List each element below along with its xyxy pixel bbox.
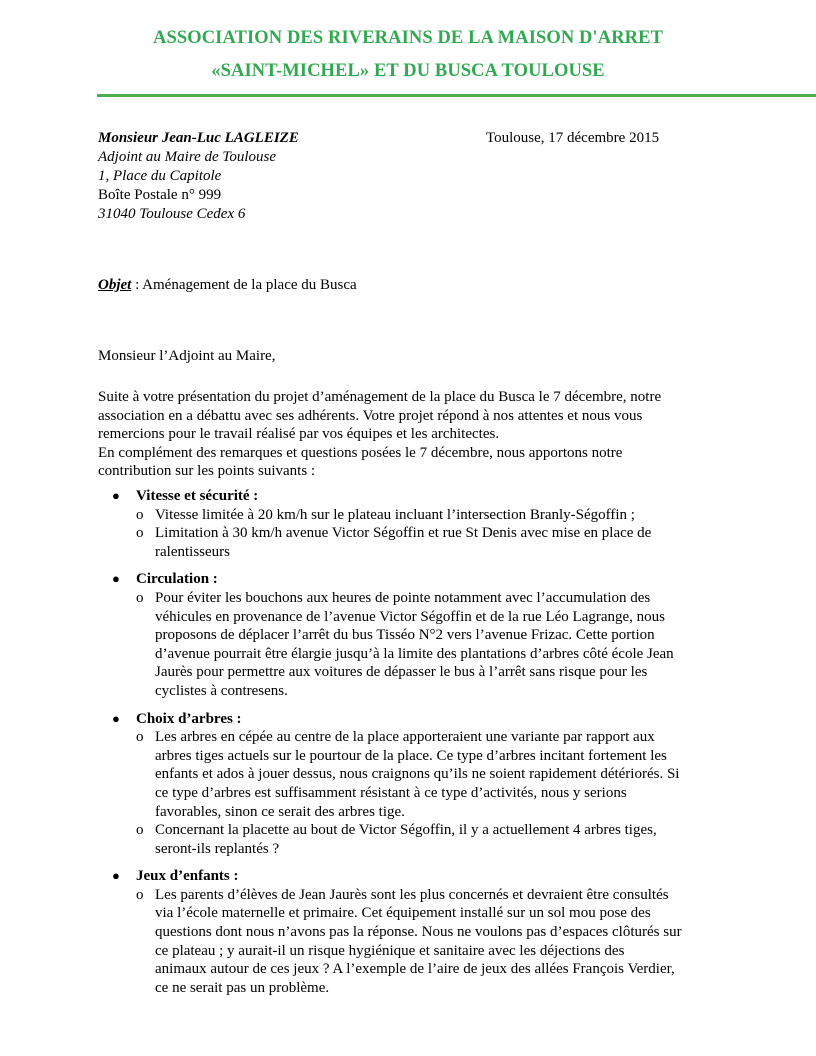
sub-list xyxy=(136,506,738,562)
item-line: favorables, sinon ce serait des arbres tige. xyxy=(155,803,405,820)
section-title: Jeux d’enfants : xyxy=(136,868,239,885)
bullet-icon: ● xyxy=(112,571,120,587)
recipient-role: Adjoint au Maire de Toulouse xyxy=(98,149,277,165)
letter-date: Toulouse, 17 décembre 2015 xyxy=(486,130,660,146)
sub-list xyxy=(136,728,738,858)
sub-item xyxy=(136,589,738,701)
item-line: via l’école maternelle et primaire. Cet équipement installé sur un sol mou pose des xyxy=(155,905,651,922)
item-line: arbres tiges actuels sur le pourtour de la place. Ce type d’arbres incitant fortement les xyxy=(155,747,667,764)
item-line: ralentisseurs xyxy=(155,543,230,560)
item-line: cyclistes à contresens. xyxy=(155,682,288,699)
intro-line: remercions pour le travail réalisé par vos équipes et les architectes. xyxy=(98,426,500,443)
recipient-street: 1, Place du Capitole xyxy=(98,168,222,184)
item-line: animaux autour de ces jeux ? A l’exemple de l’aire de jeux des allées François Verdier, xyxy=(155,961,675,978)
section-circulation xyxy=(98,570,738,700)
circle-bullet-icon: o xyxy=(136,886,144,903)
item-line: d’avenue pourrait être élargie jusqu’à la limite des plantations d’arbres côté école Jean xyxy=(155,645,674,662)
item-line: Les parents d’élèves de Jean Jaurès sont les plus concernés et devraient être consultés xyxy=(155,886,669,903)
item-line: ce ne serait pas un problème. xyxy=(155,979,330,996)
subject-text: Aménagement de la place du Busca xyxy=(142,277,357,293)
letterhead xyxy=(0,22,816,88)
circle-bullet-icon: o xyxy=(136,525,144,542)
letterhead-line-2: «SAINT-MICHEL» ET DU BUSCA TOULOUSE xyxy=(211,61,605,81)
subject-line xyxy=(98,276,357,295)
sub-item xyxy=(136,886,738,998)
sub-item xyxy=(136,506,738,525)
bullet-icon: ● xyxy=(112,868,120,884)
section-choix-arbres xyxy=(98,710,738,859)
sub-list xyxy=(136,886,738,998)
item-line: Pour éviter les bouchons aux heures de pointe notamment avec l’accumulation des xyxy=(155,589,651,606)
item-line: proposons de déplacer l’arrêt du bus Tisséo N°2 vers l’avenue Frizac. Cette portion xyxy=(155,627,655,644)
item-line: ce type d’arbres est suffisamment résistant à ce type d’activités, nous y serions xyxy=(155,784,627,801)
item-line: questions dont nous n’avons pas la réponse. Nous ne voulons pas d’espaces clôturés sur xyxy=(155,924,682,941)
item-line: Limitation à 30 km/h avenue Victor Ségoffin et rue St Denis avec mise en place de xyxy=(155,525,652,542)
item-line: véhicules en provenance de l’avenue Victor Ségoffin et de la rue Léo Lagrange, nous xyxy=(155,608,666,625)
intro-line: contribution sur les points suivants : xyxy=(98,463,316,480)
circle-bullet-icon: o xyxy=(136,822,144,839)
section-vitesse xyxy=(98,487,738,561)
circle-bullet-icon: o xyxy=(136,729,144,746)
intro-paragraph xyxy=(98,388,738,481)
sub-item xyxy=(136,728,738,821)
section-jeux-enfants xyxy=(98,867,738,997)
circle-bullet-icon: o xyxy=(136,589,144,606)
item-line: enfants et ados à jouer dessus, nous craignons qu’ils ne soient rapidement détériorés. Si xyxy=(155,766,680,783)
circle-bullet-icon: o xyxy=(136,506,144,523)
intro-line: association en a débattu avec ses adhérents. Votre projet répond à nos attentes et nous vous xyxy=(98,407,643,424)
item-line: Concernant la placette au bout de Victor Ségoffin, il y a actuellement 4 arbres tiges, xyxy=(155,822,657,839)
intro-line: En complément des remarques et questions posées le 7 décembre, nous apportons notre xyxy=(98,444,623,461)
bullet-icon: ● xyxy=(112,710,120,726)
bullet-icon: ● xyxy=(112,488,120,503)
sub-item xyxy=(136,821,738,858)
recipient-po-box: Boîte Postale n° 999 xyxy=(98,187,222,203)
item-line: seront-ils replantés ? xyxy=(155,840,280,857)
item-line: Jaurès pour permettre aux voitures de dépasser le bus à l’arrêt sans risque pour les xyxy=(155,664,648,681)
salutation: Monsieur l’Adjoint au Maire, xyxy=(98,348,276,364)
header-divider xyxy=(97,94,816,97)
recipient-city: 31040 Toulouse Cedex 6 xyxy=(98,206,246,222)
intro-line: Suite à votre présentation du projet d’aménagement de la place du Busca le 7 décembre, notre xyxy=(98,389,662,405)
section-title: Circulation : xyxy=(136,571,218,588)
section-title: Vitesse et sécurité : xyxy=(136,488,259,504)
sub-item xyxy=(136,524,738,561)
recipient-name: Monsieur Jean-Luc LAGLEIZE xyxy=(98,130,299,146)
sub-list xyxy=(136,589,738,701)
points-list xyxy=(98,487,738,1006)
letterhead-line-1: ASSOCIATION DES RIVERAINS DE LA MAISON D'ARRET xyxy=(152,28,664,48)
subject-separator: : xyxy=(131,277,143,293)
subject-label: Objet xyxy=(98,277,132,293)
item-line: Les arbres en cépée au centre de la place apporteraient une variante par rapport aux xyxy=(155,729,655,746)
item-line: Vitesse limitée à 20 km/h sur le plateau incluant l’intersection Branly-Ségoffin ; xyxy=(155,506,635,523)
section-title: Choix d’arbres : xyxy=(136,710,242,727)
recipient-address-block xyxy=(98,129,299,224)
item-line: ce plateau ; y aurait-il un risque hygiénique et sanitaire avec les déjections des xyxy=(155,942,625,959)
